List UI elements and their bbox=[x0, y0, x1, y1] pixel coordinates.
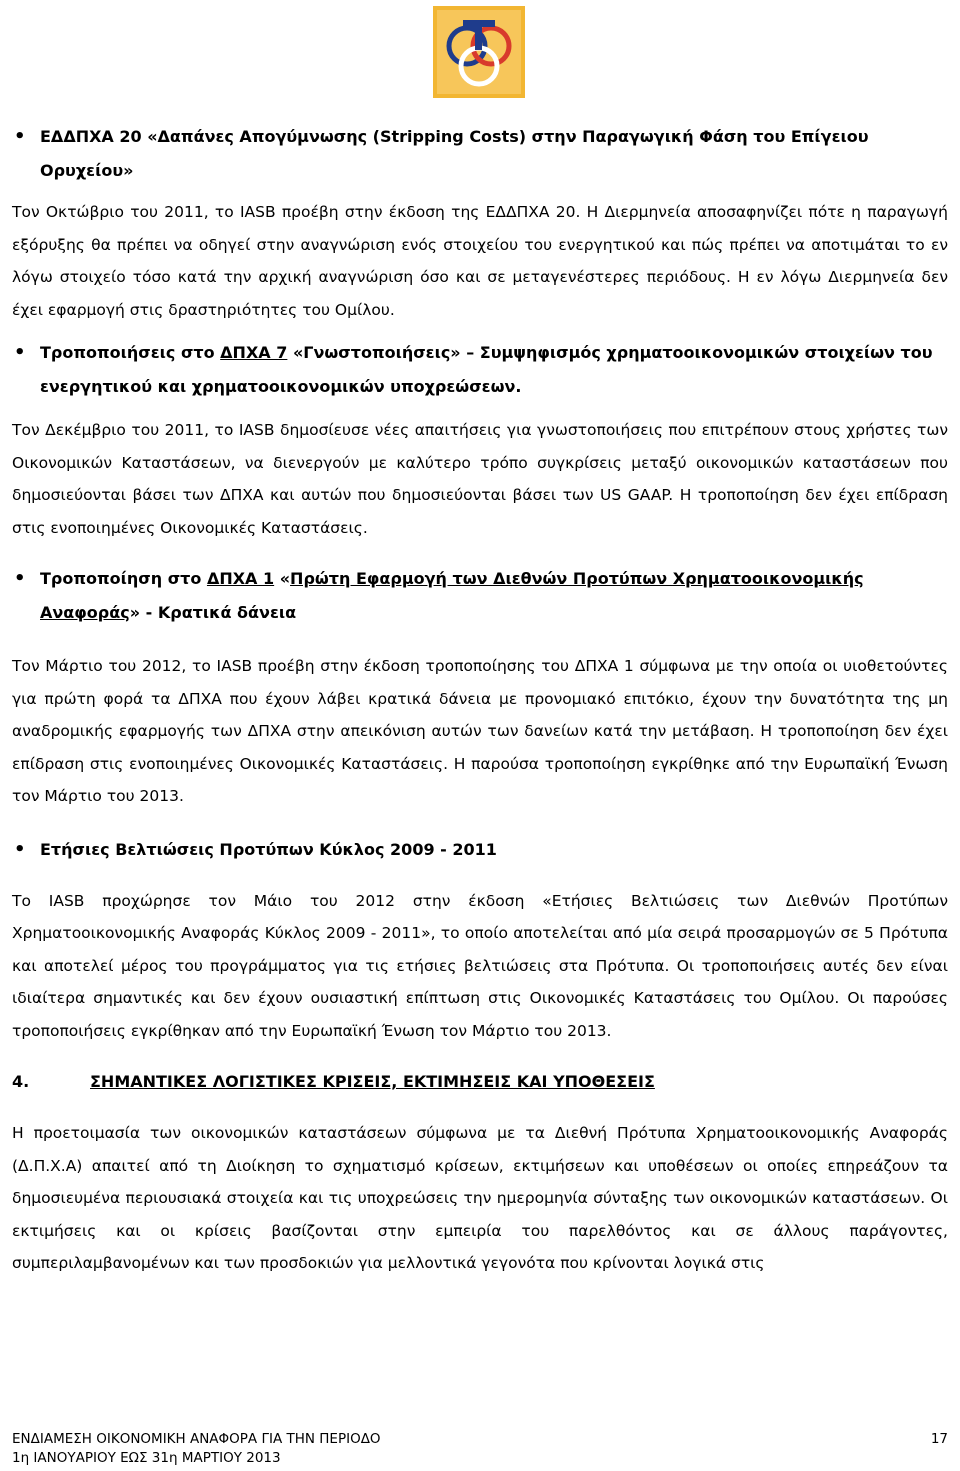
three-rings-logo-icon bbox=[433, 6, 525, 98]
item-heading-2: • Τροποποίηση στο ΔΠΧΑ 1 «Πρώτη Εφαρμογή των Διεθνών Προτύπων Χρηματοοικονομικής Αναφοράς» - Κρατικά δάνεια bbox=[12, 562, 948, 630]
item-paragraph-3: Το IASB προχώρησε τον Μάιο του 2012 στην έκδοση «Ετήσιες Βελτιώσεις των Διεθνών Προτύπων Χρηματοοικονομικής Αναφοράς Κύκλος 2009 - 2011», το οποίο αποτελείται από μία σειρά προσαρμογών σε 5 Πρότυπα και αποτελεί μέρος του προγράμματος για τις ετήσιες βελτιώσεις στα Πρότυπα. Οι τροποποιήσεις αυτές δεν είναι ιδιαίτερα σημαντικές και δεν έχουν ουσιαστική επίπτωση στις Οικονομικές Καταστάσεις του Ομίλου. Οι παρούσες τροποποιήσεις εγκρίθηκαν από την Ευρωπαϊκή Ένωση τον Μάρτιο του 2013. bbox=[12, 891, 948, 1040]
item-heading-0: • ΕΔΔΠΧΑ 20 «Δαπάνες Απογύμνωσης (Stripping Costs) στην Παραγωγική Φάση του Επίγειου Ορυχείου» bbox=[12, 120, 948, 188]
footer-title-line2: 1η ΙΑΝΟΥΑΡΙΟΥ ΕΩΣ 31η ΜΑΡΤΙΟΥ 2013 bbox=[12, 1450, 281, 1466]
item-heading-1: • Τροποποιήσεις στο ΔΠΧΑ 7 «Γνωστοποιήσεις» – Συμψηφισμός χρηματοοικονομικών στοιχείων του ενεργητικού και χρηματοοικονομικών υποχρεώσεων. bbox=[12, 336, 948, 404]
document-body bbox=[12, 118, 948, 1280]
section-title: ΣΗΜΑΝΤΙΚΕΣ ΛΟΓΙΣΤΙΚΕΣ ΚΡΙΣΕΙΣ, ΕΚΤΙΜΗΣΕΙΣ ΚΑΙ ΥΠΟΘΕΣΕΙΣ bbox=[90, 1072, 655, 1091]
section-number: 4. bbox=[12, 1072, 30, 1091]
section-paragraph: Η προετοιμασία των οικονομικών καταστάσεων σύμφωνα με τα Διεθνή Πρότυπα Χρηματοοικονομικής Αναφοράς (Δ.Π.Χ.Α) απαιτεί από τη Διοίκηση το σχηματισμό κρίσεων, εκτιμήσεων και υποθέσεων οι οποίες επηρεάζουν τα δημοσιευμένα περιουσιακά στοιχεία και τις υποχρεώσεις την ημερομηνία σύνταξης των οικονομικών καταστάσεων. Οι εκτιμήσεις και οι κρίσεις βασίζονται στην εμπειρία του παρελθόντος και σε άλλους παράγοντες, συμπεριλαμβανομένων και των προσδοκιών για μελλοντικά γεγονότα που κρίνονται λογικά στις bbox=[12, 1124, 948, 1272]
item-paragraph-0: Τον Οκτώβριο του 2011, το IASB προέβη στην έκδοση της ΕΔΔΠΧΑ 20. Η Διερμηνεία αποσαφηνίζει πότε η παραγωγή εξόρυξης θα πρέπει να οδηγεί στην αναγνώριση ενός στοιχείου του ενεργητικού και πώς πρέπει να αποτιμάται το εν λόγω στοιχείο τόσο κατά την αρχική αναγνώριση όσο και σε μεταγενέστερες περιόδους. Η εν λόγω Διερμηνεία δεν έχει εφαρμογή στις δραστηριότητες του Ομίλου. bbox=[12, 203, 948, 319]
page-footer bbox=[12, 1430, 948, 1468]
footer-title-line1: ΕΝΔΙΑΜΕΣΗ ΟΙΚΟΝΟΜΙΚΗ ΑΝΑΦΟΡΑ ΓΙΑ ΤΗΝ ΠΕΡΙΟΔΟ bbox=[12, 1431, 381, 1447]
item-heading-3: • Ετήσιες Βελτιώσεις Προτύπων Κύκλος 2009 - 2011 bbox=[12, 833, 948, 867]
page-number: 17 bbox=[930, 1431, 948, 1447]
item-paragraph-2: Τον Μάρτιο του 2012, το IASB προέβη στην έκδοση τροποποίησης του ΔΠΧΑ 1 σύμφωνα με την οποία οι υιοθετούντες για πρώτη φορά τα ΔΠΧΑ που έχουν λάβει κρατικά δάνεια με προνομιακό επιτόκιο, έχουν την δυνατότητα της μη αναδρομικής εφαρμογής των ΔΠΧΑ στην απεικόνιση αυτών των δανείων κατά την μετάβαση. Η τροποποίηση δεν έχει επίδραση στις ενοποιημένες Οικονομικές Καταστάσεις. Η παρούσα τροποποίηση εγκρίθηκε από την Ευρωπαϊκή Ένωση τον Μάρτιο του 2013. bbox=[12, 657, 948, 805]
item-paragraph-1: Τον Δεκέμβριο του 2011, το IASB δημοσίευσε νέες απαιτήσεις για γνωστοποιήσεις που επιτρέπουν στους χρήστες των Οικονομικών Καταστάσεων, να διενεργούν με καλύτερο τρόπο συγκρίσεις μεταξύ οικονομικών καταστάσεων που δημοσιεύονται βάσει των ΔΠΧΑ και αυτών που δημοσιεύονται βάσει των US GAAP. Η τροποποίηση δεν έχει επίδραση στις ενοποιημένες Οικονομικές Καταστάσεις. bbox=[12, 421, 948, 537]
section-heading bbox=[12, 1065, 948, 1099]
